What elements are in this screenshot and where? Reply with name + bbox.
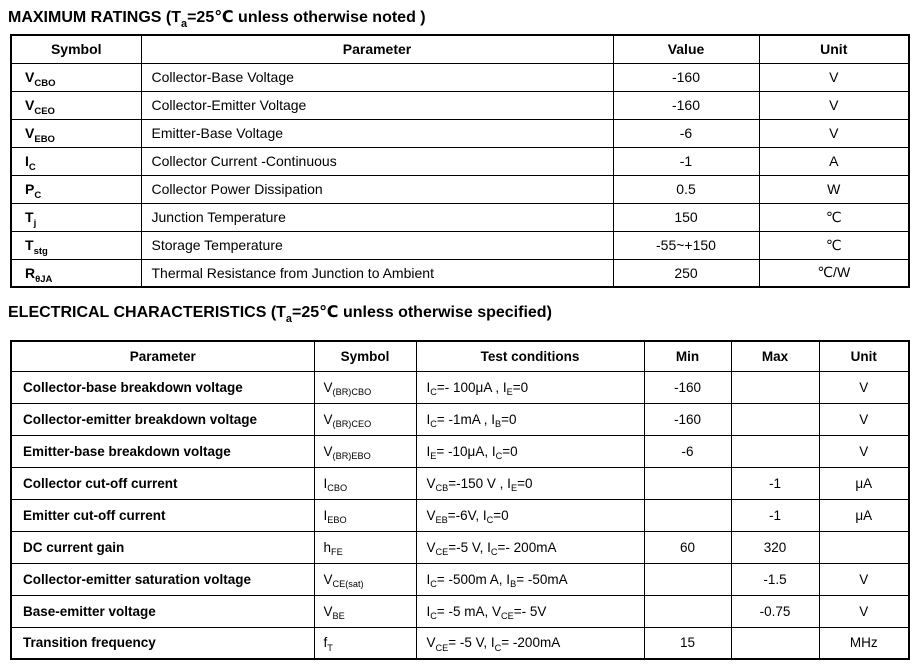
text-segment: =25℃ unless otherwise specified) (291, 304, 552, 321)
subscript: BE (332, 611, 345, 622)
test-conditions-cell (416, 467, 644, 499)
unit-cell: ℃/W (759, 259, 909, 287)
text-segment: = -200mA (501, 635, 561, 651)
column-header-unit: Unit (819, 341, 909, 371)
text-segment: P (25, 181, 35, 197)
text-segment: V (25, 97, 35, 113)
text-segment: =-5 V, I (448, 539, 491, 555)
subscript: a (285, 312, 292, 325)
maximum-ratings-title (8, 8, 426, 29)
subscript: C (430, 387, 437, 398)
text-segment: V (426, 635, 436, 651)
subscript: C (430, 579, 437, 590)
subscript: CE(sat) (332, 579, 364, 590)
min-cell (644, 563, 731, 595)
electrical-characteristics-row (11, 627, 909, 659)
unit-cell: V (759, 63, 909, 91)
max-cell: -0.75 (731, 595, 819, 627)
text-segment: = -5 V, I (448, 635, 495, 651)
max-ratings-row (11, 147, 909, 175)
symbol-cell (11, 91, 141, 119)
text-segment: = -1mA , I (436, 411, 496, 427)
text-segment: h (323, 539, 332, 555)
text-segment: V (323, 571, 333, 587)
subscript: CE (435, 547, 449, 558)
text-segment: I (323, 507, 328, 523)
electrical-characteristics-row (11, 531, 909, 563)
max-ratings-row (11, 63, 909, 91)
text-segment: I (426, 411, 431, 427)
subscript: C (495, 451, 503, 462)
max-ratings-row (11, 119, 909, 147)
min-cell: 15 (644, 627, 731, 659)
subscript: CE (501, 611, 514, 622)
text-segment: =0 (501, 411, 517, 427)
max-cell (731, 627, 819, 659)
electrical-characteristics-row (11, 595, 909, 627)
max-ratings-row (11, 175, 909, 203)
text-segment: V (426, 507, 436, 523)
unit-cell: A (759, 147, 909, 175)
column-header-min: Min (644, 341, 731, 371)
max-ratings-row (11, 91, 909, 119)
text-segment: =0 (493, 507, 509, 523)
value-cell: -160 (613, 63, 759, 91)
symbol-cell (314, 627, 416, 659)
text-segment: =0 (502, 443, 518, 459)
subscript: FE (331, 547, 343, 558)
maximum-ratings-table (10, 34, 910, 288)
text-segment: V (323, 379, 333, 395)
text-segment: V (426, 539, 436, 555)
electrical-characteristics-header (11, 341, 909, 371)
unit-cell: V (759, 119, 909, 147)
subscript: (BR)CEO (332, 419, 372, 430)
subscript: C (494, 643, 502, 654)
unit-cell: V (819, 563, 909, 595)
text-segment: =- 200mA (497, 539, 557, 555)
unit-cell: μA (819, 467, 909, 499)
text-segment: I (426, 571, 431, 587)
text-segment: I (426, 603, 431, 619)
subscript: B (510, 579, 517, 590)
text-segment: I (25, 153, 29, 169)
min-cell (644, 467, 731, 499)
subscript: C (28, 161, 36, 173)
text-segment: =0 (512, 379, 529, 395)
symbol-cell (11, 175, 141, 203)
subscript: j (33, 217, 37, 229)
text-segment: =0 (517, 475, 533, 491)
test-conditions-cell (416, 435, 644, 467)
subscript: CE (435, 643, 449, 654)
parameter-cell: Junction Temperature (141, 203, 613, 231)
min-cell: -160 (644, 371, 731, 403)
symbol-cell (11, 259, 141, 287)
parameter-cell: Collector-emitter breakdown voltage (11, 403, 314, 435)
value-cell: -55~+150 (613, 231, 759, 259)
min-cell (644, 499, 731, 531)
symbol-cell (314, 531, 416, 563)
parameter-cell: Emitter-Base Voltage (141, 119, 613, 147)
parameter-cell: Collector Power Dissipation (141, 175, 613, 203)
parameter-cell: Collector-emitter saturation voltage (11, 563, 314, 595)
parameter-cell: Emitter-base breakdown voltage (11, 435, 314, 467)
subscript: CB (435, 483, 449, 494)
parameter-cell: Thermal Resistance from Junction to Ambient (141, 259, 613, 287)
value-cell: 0.5 (613, 175, 759, 203)
subscript: (BR)EBO (332, 451, 371, 462)
test-conditions-cell (416, 595, 644, 627)
subscript: a (181, 17, 188, 30)
value-cell: -6 (613, 119, 759, 147)
parameter-cell: Emitter cut-off current (11, 499, 314, 531)
subscript: E (510, 483, 518, 494)
text-segment: = -10μA, I (436, 443, 496, 459)
text-segment: ELECTRICAL CHARACTERISTICS (T (8, 304, 286, 321)
symbol-cell (314, 499, 416, 531)
parameter-cell: Collector-Emitter Voltage (141, 91, 613, 119)
text-segment: f (323, 635, 328, 651)
unit-cell: MHz (819, 627, 909, 659)
min-cell (644, 595, 731, 627)
max-cell: -1 (731, 499, 819, 531)
subscript: CBO (327, 483, 348, 494)
column-header-max: Max (731, 341, 819, 371)
max-cell (731, 371, 819, 403)
unit-cell: V (759, 91, 909, 119)
symbol-cell (314, 435, 416, 467)
value-cell: -160 (613, 91, 759, 119)
max-cell: 320 (731, 531, 819, 563)
subscript: θJA (35, 273, 53, 285)
symbol-cell (11, 147, 141, 175)
column-header-unit: Unit (759, 35, 909, 63)
subscript: C (34, 189, 42, 201)
text-segment: =- 5V (513, 603, 547, 619)
text-segment: T (25, 237, 34, 253)
unit-cell: ℃ (759, 203, 909, 231)
electrical-characteristics-row (11, 467, 909, 499)
test-conditions-cell (416, 531, 644, 563)
maximum-ratings-body (11, 63, 909, 287)
max-ratings-row (11, 231, 909, 259)
symbol-cell (314, 371, 416, 403)
subscript: E (430, 451, 437, 462)
subscript: E (506, 387, 513, 398)
subscript: B (495, 419, 502, 430)
text-segment: MAXIMUM RATINGS (T (8, 9, 182, 26)
unit-cell: μA (819, 499, 909, 531)
electrical-characteristics-row (11, 371, 909, 403)
subscript: EB (435, 515, 448, 526)
parameter-cell: Storage Temperature (141, 231, 613, 259)
maximum-ratings-header (11, 35, 909, 63)
subscript: CBO (34, 77, 56, 89)
unit-cell: V (819, 595, 909, 627)
parameter-cell: Collector Current -Continuous (141, 147, 613, 175)
column-header-symbol: Symbol (11, 35, 141, 63)
text-segment: =-150 V , I (448, 475, 511, 491)
parameter-cell: Collector-Base Voltage (141, 63, 613, 91)
unit-cell: W (759, 175, 909, 203)
text-segment: =- 100μA , I (436, 379, 507, 395)
min-cell: -160 (644, 403, 731, 435)
text-segment: V (323, 443, 333, 459)
text-segment: = -50mA (516, 571, 568, 587)
parameter-cell: Transition frequency (11, 627, 314, 659)
subscript: stg (33, 245, 48, 257)
parameter-cell: Base-emitter voltage (11, 595, 314, 627)
subscript: EBO (327, 515, 347, 526)
subscript: T (327, 643, 333, 654)
header-row (11, 341, 909, 371)
parameter-cell: Collector-base breakdown voltage (11, 371, 314, 403)
max-ratings-row (11, 259, 909, 287)
text-segment: I (426, 379, 431, 395)
electrical-characteristics-body (11, 371, 909, 659)
symbol-cell (314, 595, 416, 627)
text-segment: V (25, 69, 35, 85)
text-segment: = -500m A, I (436, 571, 511, 587)
test-conditions-cell (416, 371, 644, 403)
subscript: C (486, 515, 494, 526)
parameter-cell: DC current gain (11, 531, 314, 563)
unit-cell: V (819, 403, 909, 435)
symbol-cell (314, 563, 416, 595)
text-segment: V (426, 475, 436, 491)
electrical-characteristics-table (10, 340, 910, 660)
unit-cell: V (819, 371, 909, 403)
subscript: CEO (34, 105, 55, 117)
symbol-cell (11, 231, 141, 259)
column-header-value: Value (613, 35, 759, 63)
max-ratings-row (11, 203, 909, 231)
max-cell: -1.5 (731, 563, 819, 595)
unit-cell: ℃ (759, 231, 909, 259)
electrical-characteristics-row (11, 403, 909, 435)
symbol-cell (314, 467, 416, 499)
max-cell (731, 435, 819, 467)
column-header-parameter: Parameter (141, 35, 613, 63)
value-cell: 150 (613, 203, 759, 231)
test-conditions-cell (416, 563, 644, 595)
subscript: C (430, 611, 437, 622)
text-segment: I (426, 443, 431, 459)
text-segment: V (25, 125, 35, 141)
electrical-characteristics-row (11, 563, 909, 595)
column-header-symbol: Symbol (314, 341, 416, 371)
unit-cell: V (819, 435, 909, 467)
min-cell: -6 (644, 435, 731, 467)
header-row (11, 35, 909, 63)
column-header-test-conditions: Test conditions (416, 341, 644, 371)
test-conditions-cell (416, 627, 644, 659)
test-conditions-cell (416, 403, 644, 435)
text-segment: V (323, 411, 333, 427)
symbol-cell (11, 119, 141, 147)
text-segment: =25℃ unless otherwise noted ) (187, 9, 426, 26)
electrical-characteristics-row (11, 499, 909, 531)
parameter-cell: Collector cut-off current (11, 467, 314, 499)
subscript: (BR)CBO (332, 387, 372, 398)
subscript: C (430, 419, 437, 430)
text-segment: =-6V, I (447, 507, 487, 523)
value-cell: -1 (613, 147, 759, 175)
subscript: C (490, 547, 498, 558)
text-segment: I (323, 475, 328, 491)
column-header-parameter: Parameter (11, 341, 314, 371)
symbol-cell (314, 403, 416, 435)
text-segment: V (323, 603, 333, 619)
unit-cell (819, 531, 909, 563)
max-cell: -1 (731, 467, 819, 499)
text-segment: R (25, 264, 36, 281)
subscript: EBO (34, 133, 55, 145)
symbol-cell (11, 63, 141, 91)
symbol-cell (11, 203, 141, 231)
electrical-characteristics-row (11, 435, 909, 467)
min-cell: 60 (644, 531, 731, 563)
text-segment: T (25, 209, 34, 225)
electrical-characteristics-title (8, 303, 552, 324)
max-cell (731, 403, 819, 435)
text-segment: = -5 mA, V (436, 603, 502, 619)
value-cell: 250 (613, 259, 759, 287)
test-conditions-cell (416, 499, 644, 531)
